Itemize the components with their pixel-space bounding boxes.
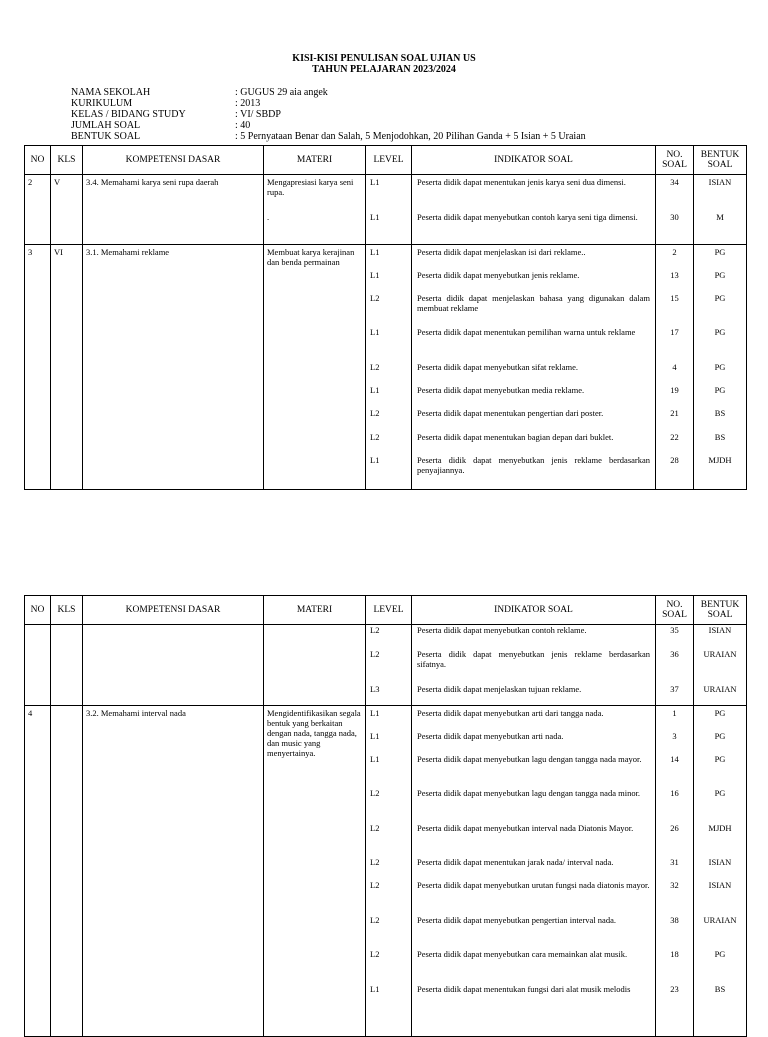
cell-materi	[264, 706, 366, 1037]
row-materi: Membuat karya kerajinan dan benda permainan	[267, 247, 355, 267]
item-bentuk-soal: URAIAN	[703, 915, 737, 925]
cell-kls	[51, 175, 83, 245]
item-level: L2	[370, 293, 380, 303]
meta-label: JUMLAH SOAL	[71, 120, 141, 131]
item-level: L1	[370, 731, 380, 741]
item-bentuk-soal: MJDH	[708, 823, 732, 833]
cell-indikator	[412, 175, 656, 245]
row-materi: Mengapresiasi karya seni rupa.	[267, 177, 354, 197]
meta-value: : 40	[235, 120, 251, 131]
item-no-soal: 23	[670, 984, 679, 994]
item-level: L2	[370, 823, 380, 833]
item-no-soal: 22	[670, 432, 679, 442]
kisi-table-page-1	[24, 145, 747, 490]
item-level: L1	[370, 385, 380, 395]
row-no: 2	[28, 177, 33, 187]
item-indikator: Peserta didik dapat menyebutkan arti nada.	[417, 731, 564, 741]
item-no-soal: 17	[670, 327, 679, 337]
table-row	[25, 175, 747, 245]
table-row	[25, 625, 747, 706]
item-indikator: Peserta didik dapat menyebutkan urutan fungsi nada diatonis mayor.	[417, 880, 650, 890]
item-no-soal: 19	[670, 385, 679, 395]
item-no-soal: 26	[670, 823, 679, 833]
row-materi: Mengidentifikasikan segala bentuk yang berkaitan dengan nada, tangga nada, dan music yang menyertainya.	[267, 708, 361, 758]
col-header-no: NO	[25, 146, 51, 175]
cell-no	[25, 625, 51, 706]
item-bentuk-soal: BS	[714, 984, 726, 994]
item-level: L1	[370, 984, 380, 994]
col-header-level: LEVEL	[366, 146, 412, 175]
table-header-row	[25, 596, 747, 625]
item-indikator: Peserta didik dapat menyebutkan pengertian interval nada.	[417, 915, 616, 925]
cell-level	[366, 625, 412, 706]
meta-value: : VI/ SBDP	[235, 109, 281, 120]
item-bentuk-soal: BS	[714, 432, 726, 442]
col-header-level: LEVEL	[366, 596, 412, 625]
row-no: 4	[28, 708, 33, 718]
item-bentuk-soal: MJDH	[708, 455, 732, 465]
item-no-soal: 34	[670, 177, 679, 187]
item-level: L1	[370, 327, 380, 337]
item-indikator: Peserta didik dapat menyebutkan cara memainkan alat musik.	[417, 949, 628, 959]
item-no-soal: 32	[670, 880, 679, 890]
item-no-soal: 14	[670, 754, 679, 764]
col-header-no-soal: NO. SOAL	[656, 596, 694, 625]
item-bentuk-soal: ISIAN	[708, 177, 732, 187]
item-bentuk-soal: PG	[714, 788, 726, 798]
col-header-materi: MATERI	[264, 146, 366, 175]
item-bentuk-soal: PG	[714, 247, 726, 257]
row-materi-continuation: .	[267, 212, 270, 222]
row-kompetensi-dasar: 3.1. Memahami reklame	[86, 247, 170, 257]
item-indikator: Peserta didik dapat menyebutkan lagu dengan tangga nada mayor.	[417, 754, 642, 764]
cell-materi	[264, 625, 366, 706]
col-header-kompetensi-dasar: KOMPETENSI DASAR	[83, 596, 264, 625]
item-no-soal: 36	[670, 649, 679, 659]
cell-indikator	[412, 706, 656, 1037]
item-indikator: Peserta didik dapat menyebutkan jenis reklame berdasarkan sifatnya.	[417, 649, 650, 669]
item-bentuk-soal: PG	[714, 293, 726, 303]
col-header-kompetensi-dasar: KOMPETENSI DASAR	[83, 146, 264, 175]
row-kls	[51, 625, 82, 627]
kisi-table-page-2	[24, 595, 747, 1037]
item-level: L1	[370, 754, 380, 764]
meta-value: : 5 Pernyataan Benar dan Salah, 5 Menjodohkan, 20 Pilihan Ganda + 5 Isian + 5 Uraian	[235, 131, 586, 142]
cell-indikator	[412, 625, 656, 706]
cell-indikator	[412, 245, 656, 490]
item-level: L2	[370, 408, 380, 418]
item-no-soal: 30	[670, 212, 679, 222]
item-indikator: Peserta didik dapat menyebutkan arti dari tangga nada.	[417, 708, 604, 718]
item-indikator: Peserta didik dapat menentukan jarak nada/ interval nada.	[417, 857, 614, 867]
item-bentuk-soal: ISIAN	[708, 880, 732, 890]
item-no-soal: 4	[672, 362, 677, 372]
row-kls: VI	[54, 247, 63, 257]
item-no-soal: 1	[672, 708, 677, 718]
cell-level	[366, 706, 412, 1037]
row-kompetensi-dasar	[83, 625, 263, 627]
item-level: L1	[370, 455, 380, 465]
cell-materi	[264, 245, 366, 490]
item-indikator: Peserta didik dapat menjelaskan tujuan reklame.	[417, 684, 582, 694]
item-no-soal: 3	[672, 731, 677, 741]
item-bentuk-soal: BS	[714, 408, 726, 418]
meta-label: BENTUK SOAL	[71, 131, 141, 142]
item-level: L1	[370, 212, 380, 222]
item-level: L1	[370, 177, 380, 187]
row-kompetensi-dasar: 3.2. Memahami interval nada	[86, 708, 186, 718]
item-no-soal: 38	[670, 915, 679, 925]
item-bentuk-soal: ISIAN	[708, 625, 732, 635]
col-header-indikator-soal: INDIKATOR SOAL	[412, 596, 656, 625]
item-no-soal: 13	[670, 270, 679, 280]
cell-level	[366, 245, 412, 490]
table-row	[25, 245, 747, 490]
cell-materi	[264, 175, 366, 245]
item-indikator: Peserta didik dapat menyebutkan sifat reklame.	[417, 362, 578, 372]
item-no-soal: 28	[670, 455, 679, 465]
document-subtitle: TAHUN PELAJARAN 2023/2024	[312, 64, 456, 75]
item-level: L2	[370, 625, 380, 635]
col-header-materi: MATERI	[264, 596, 366, 625]
col-header-no: NO	[25, 596, 51, 625]
meta-label: KURIKULUM	[71, 98, 133, 109]
col-header-indikator-soal: INDIKATOR SOAL	[412, 146, 656, 175]
item-no-soal: 35	[670, 625, 679, 635]
col-header-bentuk-soal: BENTUK SOAL	[694, 596, 747, 625]
item-no-soal: 16	[670, 788, 679, 798]
item-level: L1	[370, 708, 380, 718]
meta-value: : 2013	[235, 98, 261, 109]
row-kompetensi-dasar: 3.4. Memahami karya seni rupa daerah	[86, 177, 219, 187]
cell-no-soal	[656, 175, 694, 245]
item-indikator: Peserta didik dapat menyebutkan media reklame.	[417, 385, 585, 395]
item-indikator: Peserta didik dapat menjelaskan bahasa yang digunakan dalam membuat reklame	[417, 293, 650, 313]
item-indikator: Peserta didik dapat menyebutkan lagu dengan tangga nada minor.	[417, 788, 641, 798]
item-indikator: Peserta didik dapat menyebutkan jenis reklame.	[417, 270, 580, 280]
row-kls: V	[54, 177, 61, 187]
cell-bentuk-soal	[694, 245, 747, 490]
item-no-soal: 15	[670, 293, 679, 303]
item-no-soal: 2	[672, 247, 677, 257]
cell-no-soal	[656, 625, 694, 706]
item-level: L1	[370, 247, 380, 257]
cell-bentuk-soal	[694, 625, 747, 706]
item-indikator: Peserta didik dapat menentukan bagian depan dari buklet.	[417, 432, 614, 442]
item-level: L2	[370, 880, 380, 890]
cell-level	[366, 175, 412, 245]
item-level: L2	[370, 649, 380, 659]
cell-bentuk-soal	[694, 175, 747, 245]
item-level: L2	[370, 788, 380, 798]
item-indikator: Peserta didik dapat menentukan jenis karya seni dua dimensi.	[417, 177, 626, 187]
cell-bentuk-soal	[694, 706, 747, 1037]
meta-label: KELAS / BIDANG STUDY	[71, 109, 186, 120]
item-indikator: Peserta didik dapat menentukan pemilihan warna untuk reklame	[417, 327, 636, 337]
item-level: L2	[370, 915, 380, 925]
item-bentuk-soal: PG	[714, 754, 726, 764]
item-bentuk-soal: URAIAN	[703, 684, 737, 694]
item-indikator: Peserta didik dapat menyebutkan contoh reklame.	[417, 625, 587, 635]
item-level: L2	[370, 949, 380, 959]
item-indikator: Peserta didik dapat menyebutkan interval nada Diatonis Mayor.	[417, 823, 634, 833]
cell-kompetensi-dasar	[83, 245, 264, 490]
materi-list	[264, 175, 365, 244]
item-bentuk-soal: ISIAN	[708, 857, 732, 867]
item-bentuk-soal: PG	[714, 731, 726, 741]
meta-label: NAMA SEKOLAH	[71, 87, 151, 98]
cell-no	[25, 175, 51, 245]
row-no	[25, 625, 50, 627]
row-materi	[264, 625, 365, 627]
cell-kompetensi-dasar	[83, 706, 264, 1037]
item-no-soal: 18	[670, 949, 679, 959]
cell-no-soal	[656, 706, 694, 1037]
cell-no	[25, 245, 51, 490]
col-header-no-soal: NO. SOAL	[656, 146, 694, 175]
item-bentuk-soal: PG	[714, 327, 726, 337]
col-header-bentuk-soal: BENTUK SOAL	[694, 146, 747, 175]
item-bentuk-soal: M	[716, 212, 724, 222]
item-indikator: Peserta didik dapat menyebutkan jenis reklame berdasarkan penyajiannya.	[417, 455, 650, 475]
item-bentuk-soal: PG	[714, 270, 726, 280]
item-level: L3	[370, 684, 380, 694]
col-header-kls: KLS	[51, 146, 83, 175]
item-no-soal: 21	[670, 408, 679, 418]
item-level: L2	[370, 362, 380, 372]
col-header-kls: KLS	[51, 596, 83, 625]
item-level: L2	[370, 432, 380, 442]
cell-no-soal	[656, 245, 694, 490]
item-indikator: Peserta didik dapat menentukan fungsi dari alat musik melodis	[417, 984, 631, 994]
cell-kls	[51, 625, 83, 706]
item-bentuk-soal: URAIAN	[703, 649, 737, 659]
item-bentuk-soal: PG	[714, 708, 726, 718]
cell-kls	[51, 245, 83, 490]
item-bentuk-soal: PG	[714, 362, 726, 372]
cell-kompetensi-dasar	[83, 625, 264, 706]
table-row	[25, 706, 747, 1037]
item-no-soal: 31	[670, 857, 679, 867]
item-indikator: Peserta didik dapat menjelaskan isi dari reklame..	[417, 247, 586, 257]
document-title: KISI-KISI PENULISAN SOAL UJIAN US	[292, 53, 476, 64]
cell-kls	[51, 706, 83, 1037]
item-indikator: Peserta didik dapat menentukan pengertian dari poster.	[417, 408, 604, 418]
row-kls	[51, 706, 82, 708]
table-header-row	[25, 146, 747, 175]
item-bentuk-soal: PG	[714, 385, 726, 395]
item-no-soal: 37	[670, 684, 679, 694]
cell-kompetensi-dasar	[83, 175, 264, 245]
item-bentuk-soal: PG	[714, 949, 726, 959]
item-indikator: Peserta didik dapat menyebutkan contoh karya seni tiga dimensi.	[417, 212, 638, 222]
row-no: 3	[28, 247, 33, 257]
item-level: L1	[370, 270, 380, 280]
item-level: L2	[370, 857, 380, 867]
meta-value: : GUGUS 29 aia angek	[235, 87, 328, 98]
cell-no	[25, 706, 51, 1037]
